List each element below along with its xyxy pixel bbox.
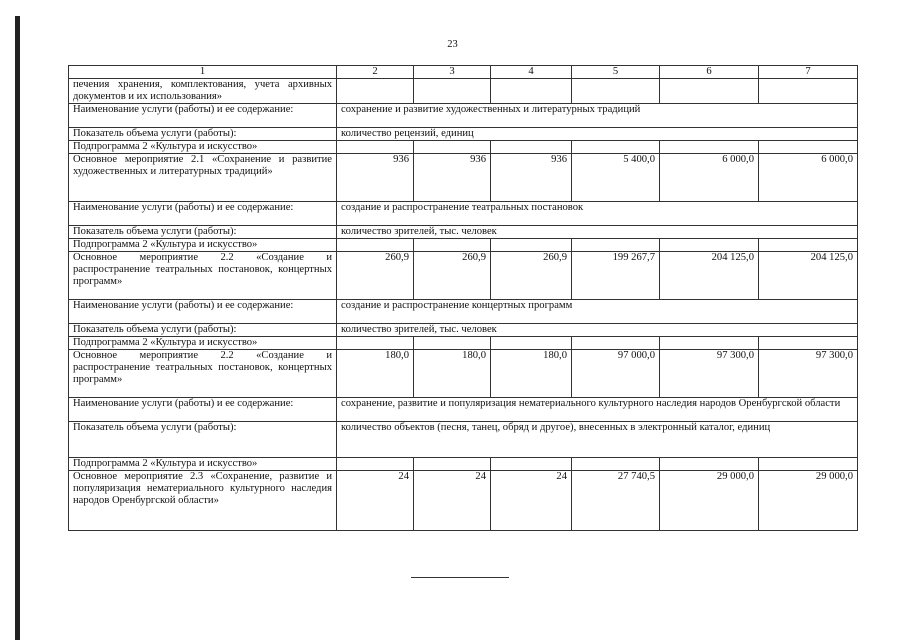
row-label: печения хранения, комплектования, учета архивных документов и их использования» [69, 79, 337, 104]
service-description: количество объектов (песня, танец, обряд и другое), внесенных в электронный каталог, единиц [337, 422, 858, 458]
empty-cell [660, 239, 759, 252]
row-label: Показатель объема услуги (работы): [69, 422, 337, 458]
row-label: Наименование услуги (работы) и ее содержание: [69, 104, 337, 128]
empty-cell [414, 337, 491, 350]
service-description: создание и распространение театральных постановок [337, 202, 858, 226]
service-description: количество зрителей, тыс. человек [337, 324, 858, 337]
empty-cell [759, 458, 858, 471]
service-description: количество рецензий, единиц [337, 128, 858, 141]
empty-cell [491, 141, 572, 154]
binding-edge [15, 16, 20, 640]
header-cell: 4 [491, 66, 572, 79]
row-label: Основное мероприятие 2.2 «Создание и распространение театральных постановок, концертных программ» [69, 252, 337, 300]
value-cell: 24 [337, 471, 414, 531]
empty-cell [572, 458, 660, 471]
header-cell: 5 [572, 66, 660, 79]
table-row [69, 458, 858, 471]
value-cell: 5 400,0 [572, 154, 660, 202]
row-label: Показатель объема услуги (работы): [69, 128, 337, 141]
empty-cell [414, 239, 491, 252]
service-description: сохранение и развитие художественных и литературных традиций [337, 104, 858, 128]
empty-cell [337, 141, 414, 154]
header-cell: 2 [337, 66, 414, 79]
value-cell: 27 740,5 [572, 471, 660, 531]
empty-cell [572, 79, 660, 104]
row-label: Подпрограмма 2 «Культура и искусство» [69, 239, 337, 252]
value-cell: 180,0 [337, 350, 414, 398]
table-row [69, 300, 858, 324]
empty-cell [759, 337, 858, 350]
value-cell: 936 [414, 154, 491, 202]
table-row [69, 141, 858, 154]
table-row [69, 252, 858, 300]
empty-cell [337, 79, 414, 104]
value-cell: 260,9 [337, 252, 414, 300]
value-cell: 260,9 [414, 252, 491, 300]
value-cell: 24 [491, 471, 572, 531]
table-row [69, 337, 858, 350]
row-label: Основное мероприятие 2.2 «Создание и распространение театральных постановок, концертных программ» [69, 350, 337, 398]
value-cell: 936 [337, 154, 414, 202]
row-label: Основное мероприятие 2.3 «Сохранение, развитие и популяризация нематериального культурного наследия народов Оренбургской области» [69, 471, 337, 531]
value-cell: 260,9 [491, 252, 572, 300]
header-cell: 3 [414, 66, 491, 79]
empty-cell [491, 79, 572, 104]
table-row [69, 79, 858, 104]
empty-cell [759, 239, 858, 252]
value-cell: 97 300,0 [759, 350, 858, 398]
row-label: Наименование услуги (работы) и ее содержание: [69, 202, 337, 226]
value-cell: 6 000,0 [660, 154, 759, 202]
table-row [69, 350, 858, 398]
empty-cell [660, 141, 759, 154]
value-cell: 199 267,7 [572, 252, 660, 300]
table-row [69, 154, 858, 202]
empty-cell [337, 337, 414, 350]
table-row [69, 226, 858, 239]
row-label: Показатель объема услуги (работы): [69, 324, 337, 337]
row-label: Показатель объема услуги (работы): [69, 226, 337, 239]
header-cell: 6 [660, 66, 759, 79]
value-cell: 29 000,0 [660, 471, 759, 531]
empty-cell [414, 458, 491, 471]
value-cell: 204 125,0 [660, 252, 759, 300]
value-cell: 180,0 [491, 350, 572, 398]
value-cell: 97 300,0 [660, 350, 759, 398]
value-cell: 24 [414, 471, 491, 531]
value-cell: 6 000,0 [759, 154, 858, 202]
table-row [69, 104, 858, 128]
value-cell: 97 000,0 [572, 350, 660, 398]
table-row [69, 471, 858, 531]
footer-divider [411, 577, 509, 578]
empty-cell [491, 337, 572, 350]
table-row [69, 422, 858, 458]
header-cell: 7 [759, 66, 858, 79]
empty-cell [572, 141, 660, 154]
empty-cell [572, 239, 660, 252]
table-row [69, 398, 858, 422]
value-cell: 204 125,0 [759, 252, 858, 300]
row-label: Подпрограмма 2 «Культура и искусство» [69, 141, 337, 154]
empty-cell [660, 458, 759, 471]
value-cell: 180,0 [414, 350, 491, 398]
empty-cell [337, 239, 414, 252]
table-row [69, 128, 858, 141]
row-label: Подпрограмма 2 «Культура и искусство» [69, 458, 337, 471]
empty-cell [491, 239, 572, 252]
empty-cell [572, 337, 660, 350]
empty-cell [337, 458, 414, 471]
row-label: Наименование услуги (работы) и ее содержание: [69, 398, 337, 422]
empty-cell [660, 337, 759, 350]
row-label: Подпрограмма 2 «Культура и искусство» [69, 337, 337, 350]
page-number: 23 [447, 39, 458, 50]
empty-cell [660, 79, 759, 104]
value-cell: 29 000,0 [759, 471, 858, 531]
empty-cell [491, 458, 572, 471]
empty-cell [759, 79, 858, 104]
table-header-row [69, 66, 858, 79]
empty-cell [414, 79, 491, 104]
empty-cell [414, 141, 491, 154]
program-table [68, 65, 858, 531]
service-description: количество зрителей, тыс. человек [337, 226, 858, 239]
table-row [69, 202, 858, 226]
value-cell: 936 [491, 154, 572, 202]
header-cell: 1 [69, 66, 337, 79]
table-row [69, 324, 858, 337]
service-description: сохранение, развитие и популяризация нематериального культурного наследия народов Оренбургской области [337, 398, 858, 422]
empty-cell [759, 141, 858, 154]
service-description: создание и распространение концертных программ [337, 300, 858, 324]
row-label: Основное мероприятие 2.1 «Сохранение и развитие художественных и литературных традиций» [69, 154, 337, 202]
row-label: Наименование услуги (работы) и ее содержание: [69, 300, 337, 324]
table-row [69, 239, 858, 252]
